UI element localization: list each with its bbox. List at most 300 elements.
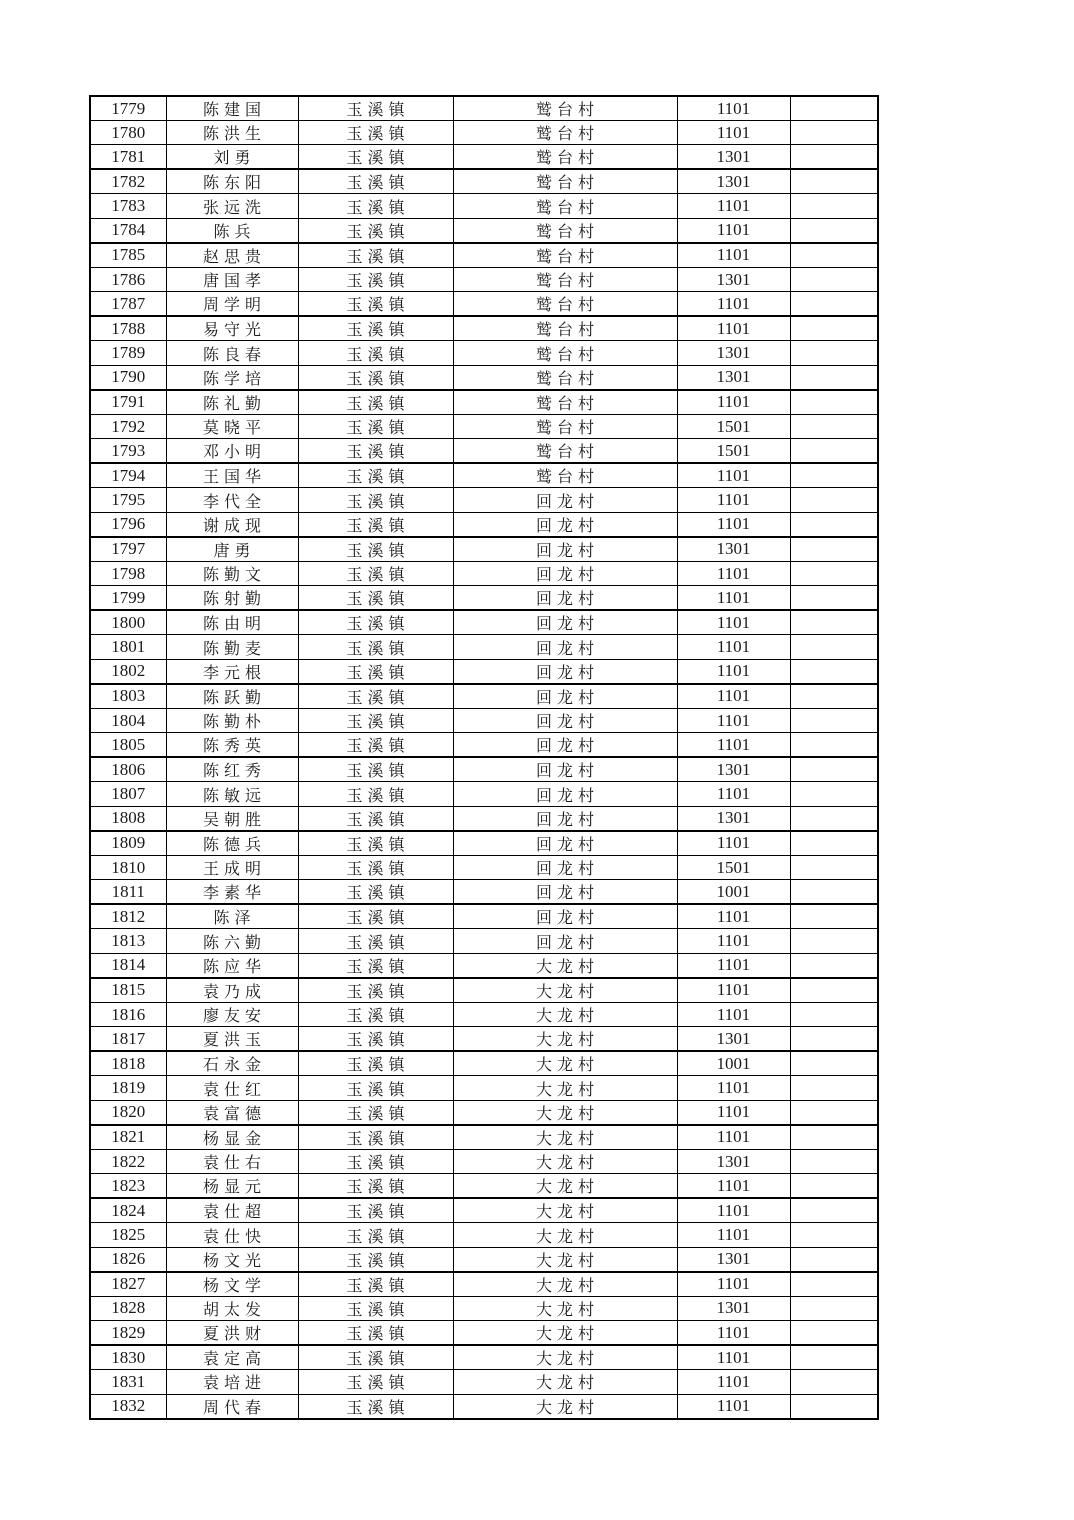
village-cell-text: 鹫台村	[535, 126, 599, 144]
name-cell	[166, 831, 298, 856]
note-cell	[790, 1272, 878, 1297]
seq-cell: 1801	[90, 635, 166, 659]
town-cell-text: 玉溪镇	[346, 836, 410, 854]
town-cell-text: 玉溪镇	[346, 616, 410, 634]
village-cell-text: 回龙村	[535, 763, 599, 781]
name-cell	[166, 610, 298, 635]
town-cell	[298, 1198, 453, 1223]
town-cell	[298, 316, 453, 341]
seq-cell: 1831	[90, 1370, 166, 1394]
name-cell-text: 陈敏远	[202, 787, 266, 805]
town-cell	[298, 390, 453, 415]
name-cell-text: 胡太发	[202, 1301, 266, 1319]
town-cell-text: 玉溪镇	[346, 248, 410, 266]
village-cell	[453, 1198, 677, 1223]
code-cell: 1301	[677, 365, 790, 390]
town-cell	[298, 243, 453, 268]
village-cell-text: 回龙村	[535, 664, 599, 682]
town-cell	[298, 782, 453, 806]
village-cell	[453, 880, 677, 905]
village-cell	[453, 1174, 677, 1199]
code-cell: 1101	[677, 194, 790, 218]
name-cell-text: 赵思贵	[202, 248, 266, 266]
note-cell	[790, 365, 878, 390]
table-row	[90, 145, 878, 170]
village-cell	[453, 1370, 677, 1394]
table-row	[90, 1394, 878, 1419]
name-cell	[166, 512, 298, 537]
name-cell	[166, 1051, 298, 1076]
village-cell	[453, 978, 677, 1003]
name-cell-text: 陈六勤	[202, 934, 266, 952]
name-cell-text: 陈学培	[202, 370, 266, 388]
note-cell	[790, 831, 878, 856]
name-cell	[166, 292, 298, 317]
table-row	[90, 267, 878, 291]
table-row	[90, 684, 878, 709]
code-cell: 1301	[677, 806, 790, 831]
village-cell	[453, 316, 677, 341]
name-cell-text: 周代春	[202, 1399, 266, 1417]
village-cell-text: 大龙村	[535, 1008, 599, 1026]
village-cell	[453, 684, 677, 709]
code-cell: 1301	[677, 169, 790, 194]
note-cell	[790, 1076, 878, 1100]
seq-cell: 1806	[90, 757, 166, 782]
town-cell	[298, 169, 453, 194]
name-cell-text: 杨显元	[202, 1179, 266, 1197]
town-cell	[298, 708, 453, 732]
table-row	[90, 1174, 878, 1199]
code-cell: 1301	[677, 1149, 790, 1173]
village-cell-text: 回龙村	[535, 591, 599, 609]
town-cell-text: 玉溪镇	[346, 297, 410, 315]
town-cell-text: 玉溪镇	[346, 370, 410, 388]
code-cell: 1001	[677, 880, 790, 905]
seq-cell: 1824	[90, 1198, 166, 1223]
seq-cell: 1795	[90, 488, 166, 512]
name-cell	[166, 341, 298, 365]
town-cell	[298, 610, 453, 635]
village-cell	[453, 365, 677, 390]
name-cell-text: 陈兵	[213, 223, 256, 241]
name-cell	[166, 757, 298, 782]
name-cell	[166, 194, 298, 218]
table-row	[90, 1247, 878, 1272]
note-cell	[790, 586, 878, 611]
village-cell	[453, 390, 677, 415]
table-row	[90, 659, 878, 684]
roster-table	[89, 95, 879, 1420]
name-cell-text: 夏洪玉	[202, 1032, 266, 1050]
table-row	[90, 1198, 878, 1223]
name-cell	[166, 586, 298, 611]
table-row	[90, 953, 878, 978]
town-cell-text: 玉溪镇	[346, 395, 410, 413]
code-cell: 1101	[677, 488, 790, 512]
town-cell-text: 玉溪镇	[346, 910, 410, 928]
name-cell	[166, 806, 298, 831]
seq-cell: 1788	[90, 316, 166, 341]
seq-cell: 1798	[90, 561, 166, 585]
name-cell-text: 唐勇	[213, 542, 256, 560]
village-cell	[453, 659, 677, 684]
note-cell	[790, 978, 878, 1003]
table-row	[90, 1296, 878, 1320]
village-cell-text: 大龙村	[535, 1130, 599, 1148]
town-cell	[298, 733, 453, 758]
village-cell	[453, 218, 677, 243]
name-cell-text: 陈德兵	[202, 836, 266, 854]
seq-cell: 1792	[90, 414, 166, 438]
name-cell-text: 廖友安	[202, 1008, 266, 1026]
seq-cell: 1815	[90, 978, 166, 1003]
note-cell	[790, 439, 878, 464]
village-cell	[453, 610, 677, 635]
table-row	[90, 218, 878, 243]
seq-cell: 1781	[90, 145, 166, 170]
town-cell	[298, 463, 453, 488]
name-cell-text: 陈应华	[202, 958, 266, 976]
town-cell-text: 玉溪镇	[346, 1375, 410, 1393]
note-cell	[790, 1247, 878, 1272]
table-row	[90, 708, 878, 732]
note-cell	[790, 414, 878, 438]
village-cell	[453, 1247, 677, 1272]
village-cell	[453, 1027, 677, 1052]
village-cell	[453, 267, 677, 291]
seq-cell: 1807	[90, 782, 166, 806]
code-cell: 1101	[677, 1002, 790, 1026]
village-cell-text: 鹫台村	[535, 469, 599, 487]
table-row	[90, 1321, 878, 1346]
note-cell	[790, 1027, 878, 1052]
village-cell-text: 回龙村	[535, 861, 599, 879]
seq-cell: 1819	[90, 1076, 166, 1100]
village-cell-text: 回龙村	[535, 493, 599, 511]
seq-cell: 1780	[90, 121, 166, 145]
town-cell	[298, 1002, 453, 1026]
seq-cell: 1822	[90, 1149, 166, 1173]
village-cell	[453, 831, 677, 856]
note-cell	[790, 1394, 878, 1419]
note-cell	[790, 194, 878, 218]
code-cell: 1101	[677, 390, 790, 415]
village-cell-text: 回龙村	[535, 714, 599, 732]
name-cell-text: 杨文学	[202, 1277, 266, 1295]
note-cell	[790, 610, 878, 635]
table-row	[90, 1370, 878, 1394]
code-cell: 1101	[677, 1321, 790, 1346]
town-cell-text: 玉溪镇	[346, 1326, 410, 1344]
code-cell: 1101	[677, 1345, 790, 1370]
town-cell	[298, 929, 453, 953]
town-cell	[298, 855, 453, 879]
seq-cell: 1789	[90, 341, 166, 365]
town-cell	[298, 365, 453, 390]
town-cell	[298, 341, 453, 365]
village-cell	[453, 757, 677, 782]
name-cell	[166, 782, 298, 806]
table-row	[90, 512, 878, 537]
village-cell	[453, 341, 677, 365]
town-cell-text: 玉溪镇	[346, 689, 410, 707]
town-cell-text: 玉溪镇	[346, 273, 410, 291]
town-cell-text: 玉溪镇	[346, 1081, 410, 1099]
town-cell-text: 玉溪镇	[346, 934, 410, 952]
village-cell-text: 大龙村	[535, 1179, 599, 1197]
village-cell	[453, 953, 677, 978]
village-cell-text: 大龙村	[535, 1277, 599, 1295]
name-cell	[166, 267, 298, 291]
town-cell-text: 玉溪镇	[346, 1204, 410, 1222]
town-cell-text: 玉溪镇	[346, 958, 410, 976]
seq-cell: 1784	[90, 218, 166, 243]
village-cell-text: 大龙村	[535, 1105, 599, 1123]
name-cell-text: 陈勤麦	[202, 640, 266, 658]
village-cell-text: 大龙村	[535, 1252, 599, 1270]
name-cell	[166, 1223, 298, 1247]
table-row	[90, 635, 878, 659]
name-cell-text: 李素华	[202, 885, 266, 903]
town-cell-text: 玉溪镇	[346, 1130, 410, 1148]
note-cell	[790, 757, 878, 782]
name-cell	[166, 121, 298, 145]
name-cell-text: 莫晓平	[202, 420, 266, 438]
village-cell-text: 大龙村	[535, 1351, 599, 1369]
note-cell	[790, 121, 878, 145]
town-cell	[298, 145, 453, 170]
table-row	[90, 610, 878, 635]
village-cell-text: 回龙村	[535, 811, 599, 829]
roster-table-body	[90, 96, 878, 1419]
village-cell-text: 鹫台村	[535, 322, 599, 340]
town-cell-text: 玉溪镇	[346, 1228, 410, 1246]
village-cell-text: 回龙村	[535, 567, 599, 585]
note-cell	[790, 145, 878, 170]
table-row	[90, 96, 878, 121]
seq-cell: 1783	[90, 194, 166, 218]
note-cell	[790, 96, 878, 121]
town-cell-text: 玉溪镇	[346, 1277, 410, 1295]
note-cell	[790, 708, 878, 732]
name-cell-text: 袁仕右	[202, 1155, 266, 1173]
name-cell-text: 王成明	[202, 861, 266, 879]
village-cell	[453, 194, 677, 218]
name-cell	[166, 1174, 298, 1199]
table-row	[90, 733, 878, 758]
town-cell	[298, 292, 453, 317]
town-cell-text: 玉溪镇	[346, 420, 410, 438]
table-row	[90, 904, 878, 929]
name-cell	[166, 390, 298, 415]
town-cell	[298, 512, 453, 537]
code-cell: 1101	[677, 1272, 790, 1297]
name-cell-text: 王国华	[202, 469, 266, 487]
town-cell-text: 玉溪镇	[346, 175, 410, 193]
note-cell	[790, 169, 878, 194]
code-cell: 1101	[677, 121, 790, 145]
table-row	[90, 194, 878, 218]
village-cell-text: 鹫台村	[535, 444, 599, 462]
name-cell-text: 陈勤朴	[202, 714, 266, 732]
village-cell-text: 回龙村	[535, 787, 599, 805]
seq-cell: 1830	[90, 1345, 166, 1370]
village-cell-text: 回龙村	[535, 689, 599, 707]
name-cell	[166, 1100, 298, 1125]
name-cell	[166, 218, 298, 243]
table-row	[90, 316, 878, 341]
town-cell	[298, 1051, 453, 1076]
note-cell	[790, 659, 878, 684]
note-cell	[790, 733, 878, 758]
town-cell-text: 玉溪镇	[346, 811, 410, 829]
town-cell	[298, 1394, 453, 1419]
town-cell	[298, 439, 453, 464]
village-cell-text: 鹫台村	[535, 297, 599, 315]
code-cell: 1101	[677, 1223, 790, 1247]
town-cell	[298, 1076, 453, 1100]
village-cell-text: 鹫台村	[535, 248, 599, 266]
town-cell	[298, 1223, 453, 1247]
village-cell-text: 鹫台村	[535, 102, 599, 119]
note-cell	[790, 488, 878, 512]
note-cell	[790, 316, 878, 341]
village-cell-text: 回龙村	[535, 885, 599, 903]
town-cell-text: 玉溪镇	[346, 1301, 410, 1319]
code-cell: 1101	[677, 561, 790, 585]
name-cell	[166, 365, 298, 390]
town-cell	[298, 121, 453, 145]
table-row	[90, 1149, 878, 1173]
name-cell	[166, 953, 298, 978]
village-cell	[453, 806, 677, 831]
note-cell	[790, 929, 878, 953]
village-cell-text: 大龙村	[535, 1057, 599, 1075]
code-cell: 1101	[677, 463, 790, 488]
name-cell-text: 杨显金	[202, 1130, 266, 1148]
seq-cell: 1796	[90, 512, 166, 537]
name-cell-text: 袁仕超	[202, 1204, 266, 1222]
town-cell	[298, 904, 453, 929]
name-cell-text: 袁乃成	[202, 983, 266, 1001]
table-row	[90, 169, 878, 194]
table-row	[90, 1272, 878, 1297]
village-cell-text: 回龙村	[535, 616, 599, 634]
name-cell-text: 陈东阳	[202, 175, 266, 193]
table-row	[90, 121, 878, 145]
village-cell	[453, 96, 677, 121]
name-cell-text: 陈建国	[202, 102, 266, 119]
seq-cell: 1785	[90, 243, 166, 268]
name-cell-text: 陈射勤	[202, 591, 266, 609]
seq-cell: 1808	[90, 806, 166, 831]
name-cell-text: 易守光	[202, 322, 266, 340]
seq-cell: 1828	[90, 1296, 166, 1320]
village-cell	[453, 512, 677, 537]
name-cell-text: 邓小明	[202, 444, 266, 462]
seq-cell: 1799	[90, 586, 166, 611]
code-cell: 1101	[677, 904, 790, 929]
code-cell: 1501	[677, 439, 790, 464]
village-cell-text: 大龙村	[535, 983, 599, 1001]
name-cell	[166, 855, 298, 879]
name-cell-text: 唐国孝	[202, 273, 266, 291]
note-cell	[790, 1051, 878, 1076]
town-cell	[298, 1247, 453, 1272]
code-cell: 1101	[677, 1174, 790, 1199]
code-cell: 1001	[677, 1051, 790, 1076]
village-cell	[453, 1272, 677, 1297]
town-cell-text: 玉溪镇	[346, 346, 410, 364]
code-cell: 1101	[677, 1125, 790, 1150]
village-cell-text: 回龙村	[535, 738, 599, 756]
village-cell	[453, 635, 677, 659]
code-cell: 1101	[677, 978, 790, 1003]
name-cell-text: 袁富德	[202, 1105, 266, 1123]
town-cell-text: 玉溪镇	[346, 223, 410, 241]
town-cell-text: 玉溪镇	[346, 763, 410, 781]
name-cell-text: 陈秀英	[202, 738, 266, 756]
name-cell-text: 刘勇	[213, 150, 256, 168]
name-cell-text: 吴朝胜	[202, 811, 266, 829]
note-cell	[790, 537, 878, 562]
name-cell	[166, 169, 298, 194]
village-cell-text: 大龙村	[535, 1326, 599, 1344]
code-cell: 1101	[677, 243, 790, 268]
table-row	[90, 782, 878, 806]
village-cell	[453, 1394, 677, 1419]
village-cell-text: 鹫台村	[535, 370, 599, 388]
name-cell	[166, 978, 298, 1003]
seq-cell: 1832	[90, 1394, 166, 1419]
town-cell-text: 玉溪镇	[346, 1008, 410, 1026]
table-row	[90, 243, 878, 268]
village-cell-text: 鹫台村	[535, 150, 599, 168]
town-cell	[298, 194, 453, 218]
code-cell: 1101	[677, 1076, 790, 1100]
seq-cell: 1805	[90, 733, 166, 758]
name-cell	[166, 1198, 298, 1223]
village-cell	[453, 586, 677, 611]
code-cell: 1101	[677, 684, 790, 709]
table-row	[90, 292, 878, 317]
seq-cell: 1810	[90, 855, 166, 879]
name-cell	[166, 1149, 298, 1173]
town-cell-text: 玉溪镇	[346, 1351, 410, 1369]
name-cell	[166, 561, 298, 585]
name-cell-text: 陈泽	[213, 910, 256, 928]
village-cell-text: 回龙村	[535, 910, 599, 928]
code-cell: 1101	[677, 782, 790, 806]
code-cell: 1301	[677, 1027, 790, 1052]
code-cell: 1101	[677, 1394, 790, 1419]
note-cell	[790, 635, 878, 659]
table-row	[90, 561, 878, 585]
table-row	[90, 929, 878, 953]
table-row	[90, 1223, 878, 1247]
name-cell	[166, 439, 298, 464]
name-cell-text: 陈勤文	[202, 567, 266, 585]
code-cell: 1101	[677, 586, 790, 611]
village-cell	[453, 169, 677, 194]
village-cell	[453, 561, 677, 585]
town-cell-text: 玉溪镇	[346, 1252, 410, 1270]
town-cell-text: 玉溪镇	[346, 983, 410, 1001]
village-cell	[453, 463, 677, 488]
name-cell	[166, 1370, 298, 1394]
name-cell	[166, 1247, 298, 1272]
